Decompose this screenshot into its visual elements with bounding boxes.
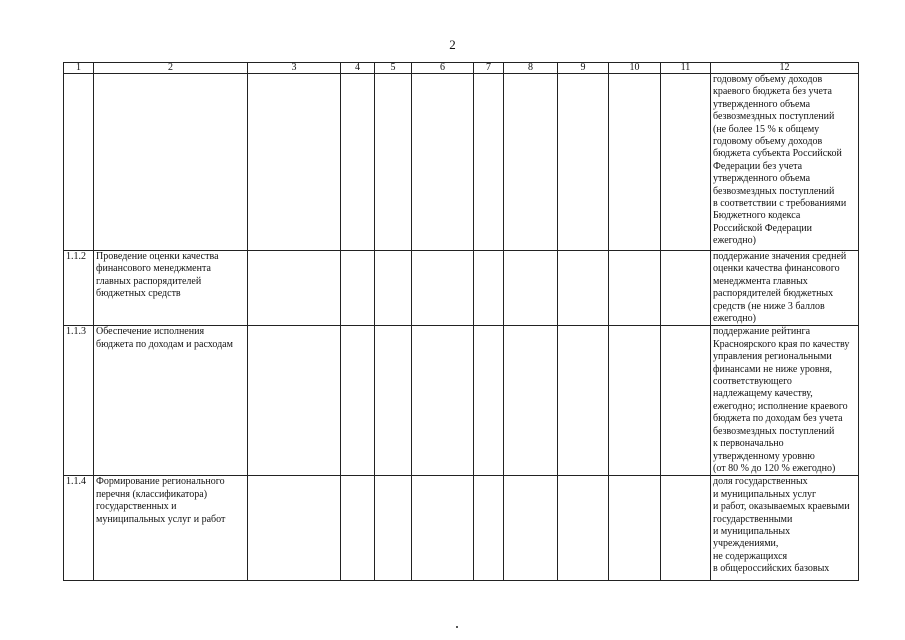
empty-cell [248, 251, 341, 326]
result-line: и муниципальных услуг [713, 488, 817, 500]
empty-cell [609, 251, 661, 326]
table-row [64, 251, 859, 326]
column-header-10: 10 [609, 63, 661, 74]
result-line: надлежащему качеству, [713, 388, 813, 400]
result-line: соответствующего [713, 376, 792, 388]
item-description [94, 251, 248, 326]
empty-cell [341, 74, 375, 251]
item-target-result [711, 476, 859, 581]
empty-cell [341, 476, 375, 581]
result-line: в общероссийских базовых [713, 563, 830, 575]
column-header-2: 2 [94, 63, 248, 74]
empty-cell [248, 326, 341, 476]
table-row [64, 476, 859, 581]
scan-speck [456, 626, 458, 628]
empty-cell [412, 326, 474, 476]
empty-cell [341, 251, 375, 326]
description-line: муниципальных услуг и работ [96, 513, 226, 525]
empty-cell [558, 326, 609, 476]
item-number: 1.1.3 [64, 326, 94, 476]
column-header-6: 6 [412, 63, 474, 74]
description-line: государственных и [96, 501, 177, 513]
header-row [64, 63, 859, 74]
column-header-9: 9 [558, 63, 609, 74]
result-line: годовому объему доходов [713, 74, 823, 85]
empty-cell [609, 74, 661, 251]
result-line: Бюджетного кодекса [713, 210, 801, 222]
description-line: Проведение оценки качества [96, 251, 219, 262]
measures-table [63, 62, 859, 581]
result-line: к первоначально [713, 438, 784, 450]
empty-cell [474, 326, 504, 476]
result-line: (от 80 % до 120 % ежегодно) [713, 462, 836, 474]
empty-cell [375, 74, 412, 251]
table-row [64, 326, 859, 476]
empty-cell [661, 251, 711, 326]
result-line: безвозмездных поступлений [713, 111, 835, 123]
result-line: поддержание рейтинга [713, 326, 811, 338]
column-header-4: 4 [341, 63, 375, 74]
item-description [94, 476, 248, 581]
empty-cell [474, 476, 504, 581]
result-line: утвержденного объема [713, 98, 811, 110]
empty-cell [412, 251, 474, 326]
result-line: Красноярского края по качеству [713, 338, 850, 350]
empty-cell [558, 476, 609, 581]
item-target-result [711, 326, 859, 476]
description-line: бюджета по доходам и расходам [96, 338, 233, 350]
result-line: ежегодно) [713, 313, 756, 325]
empty-cell [375, 476, 412, 581]
empty-cell [504, 251, 558, 326]
result-line: безвозмездных поступлений [713, 425, 835, 437]
result-line: управления региональными [713, 351, 832, 363]
empty-cell [412, 476, 474, 581]
column-header-11: 11 [661, 63, 711, 74]
result-line: распорядителей бюджетных [713, 288, 834, 300]
empty-cell [474, 251, 504, 326]
result-line: в соответствии с требованиями [713, 198, 847, 210]
column-header-12: 12 [711, 63, 859, 74]
empty-cell [504, 326, 558, 476]
item-target-result [711, 74, 859, 251]
empty-cell [474, 74, 504, 251]
table-body [64, 74, 859, 581]
result-line: оценки качества финансового [713, 263, 840, 275]
column-header-7: 7 [474, 63, 504, 74]
empty-cell [375, 326, 412, 476]
item-number: 1.1.4 [64, 476, 94, 581]
empty-cell [609, 476, 661, 581]
result-line: государственными [713, 513, 793, 525]
empty-cell [248, 74, 341, 251]
column-header-5: 5 [375, 63, 412, 74]
result-line: поддержание значения средней [713, 251, 847, 262]
result-line: не содержащихся [713, 550, 788, 562]
description-line: бюджетных средств [96, 288, 181, 300]
empty-cell [248, 476, 341, 581]
item-number: 1.1.2 [64, 251, 94, 326]
empty-cell [504, 476, 558, 581]
result-line: доля государственных [713, 476, 808, 488]
empty-cell [341, 326, 375, 476]
empty-cell [661, 326, 711, 476]
result-line: менеджмента главных [713, 275, 808, 287]
empty-cell [504, 74, 558, 251]
result-line: бюджета субъекта Российской [713, 148, 842, 160]
result-line: ежегодно) [713, 235, 756, 247]
description-line: Обеспечение исполнения [96, 326, 205, 338]
result-line: утвержденного объема [713, 173, 811, 185]
description-line: финансового менеджмента [96, 263, 211, 275]
result-line: Федерации без учета [713, 160, 803, 172]
column-header-8: 8 [504, 63, 558, 74]
result-line: и работ, оказываемых краевыми [713, 501, 850, 513]
item-number [64, 74, 94, 251]
empty-cell [609, 326, 661, 476]
result-line: краевого бюджета без учета [713, 86, 832, 98]
result-line: средств (не ниже 3 баллов [713, 300, 825, 312]
empty-cell [412, 74, 474, 251]
page-number: 2 [449, 37, 456, 52]
column-header-1: 1 [64, 63, 94, 74]
result-line: безвозмездных поступлений [713, 185, 835, 197]
item-description [94, 326, 248, 476]
result-line: (не более 15 % к общему [713, 123, 820, 135]
result-line: ежегодно; исполнение краевого [713, 400, 848, 412]
description-line: перечня (классификатора) [96, 488, 208, 500]
result-line: годовому объему доходов [713, 136, 823, 148]
empty-cell [558, 251, 609, 326]
empty-cell [661, 476, 711, 581]
empty-cell [375, 251, 412, 326]
result-line: учреждениями, [713, 538, 779, 550]
table-row [64, 74, 859, 251]
empty-cell [661, 74, 711, 251]
result-line: и муниципальных [713, 526, 791, 538]
description-line: Формирование регионального [96, 476, 225, 488]
result-line: Российской Федерации [713, 222, 813, 234]
column-header-3: 3 [248, 63, 341, 74]
result-line: финансами не ниже уровня, [713, 363, 833, 375]
result-line: утвержденному уровню [713, 450, 815, 462]
empty-cell [558, 74, 609, 251]
result-line: бюджета по доходам без учета [713, 413, 843, 425]
item-description [94, 74, 248, 251]
item-target-result [711, 251, 859, 326]
description-line: главных распорядителей [96, 275, 202, 287]
